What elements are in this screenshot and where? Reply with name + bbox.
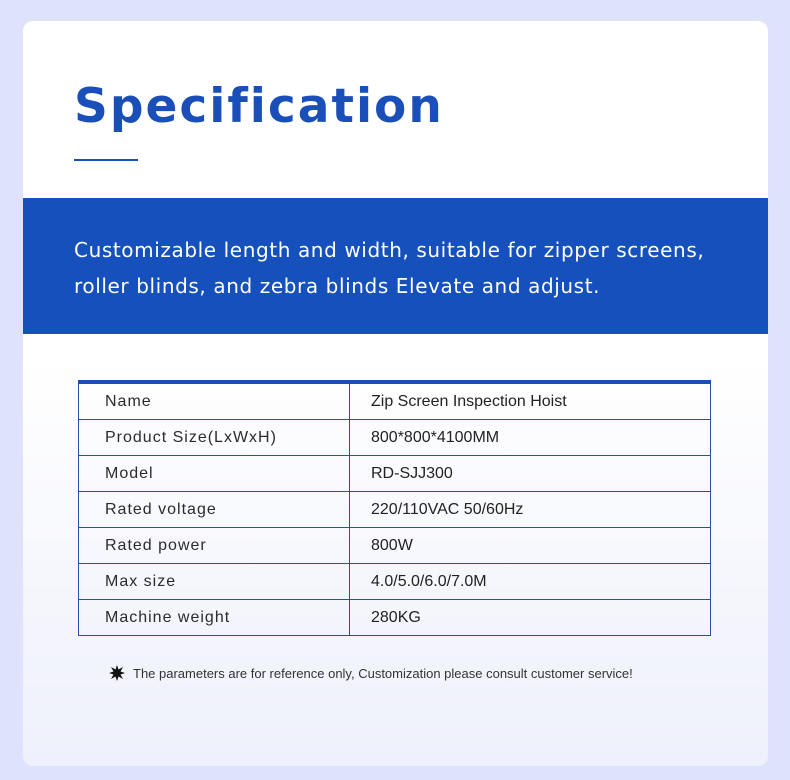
title-underline xyxy=(74,159,138,161)
spec-card xyxy=(23,21,768,766)
table-row xyxy=(79,420,711,456)
spec-label-rated-voltage: Rated voltage xyxy=(79,492,350,528)
spec-value-name: Zip Screen Inspection Hoist xyxy=(350,382,711,420)
feature-banner xyxy=(23,198,768,334)
table-row xyxy=(79,600,711,636)
spec-label-name: Name xyxy=(79,382,350,420)
spec-value-machine-weight: 280KG xyxy=(350,600,711,636)
spec-label-product-size: Product Size(LxWxH) xyxy=(79,420,350,456)
table-row xyxy=(79,382,711,420)
disclaimer-note xyxy=(109,665,633,681)
page-title: Specification xyxy=(74,79,444,134)
table-row xyxy=(79,564,711,600)
table-row xyxy=(79,492,711,528)
spec-label-max-size: Max size xyxy=(79,564,350,600)
starburst-icon xyxy=(109,665,125,681)
banner-text: Customizable length and width, suitable for zipper screens, roller blinds, and zebra blinds Elevate and adjust. xyxy=(74,238,705,298)
spec-label-model: Model xyxy=(79,456,350,492)
spec-value-product-size: 800*800*4100MM xyxy=(350,420,711,456)
table-row xyxy=(79,528,711,564)
spec-value-rated-voltage: 220/110VAC 50/60Hz xyxy=(350,492,711,528)
spec-label-machine-weight: Machine weight xyxy=(79,600,350,636)
table-row xyxy=(79,456,711,492)
spec-value-max-size: 4.0/5.0/6.0/7.0M xyxy=(350,564,711,600)
spec-value-model: RD-SJJ300 xyxy=(350,456,711,492)
spec-value-rated-power: 800W xyxy=(350,528,711,564)
disclaimer-text: The parameters are for reference only, Customization please consult customer service! xyxy=(133,665,633,681)
spec-table xyxy=(78,380,711,636)
spec-label-rated-power: Rated power xyxy=(79,528,350,564)
